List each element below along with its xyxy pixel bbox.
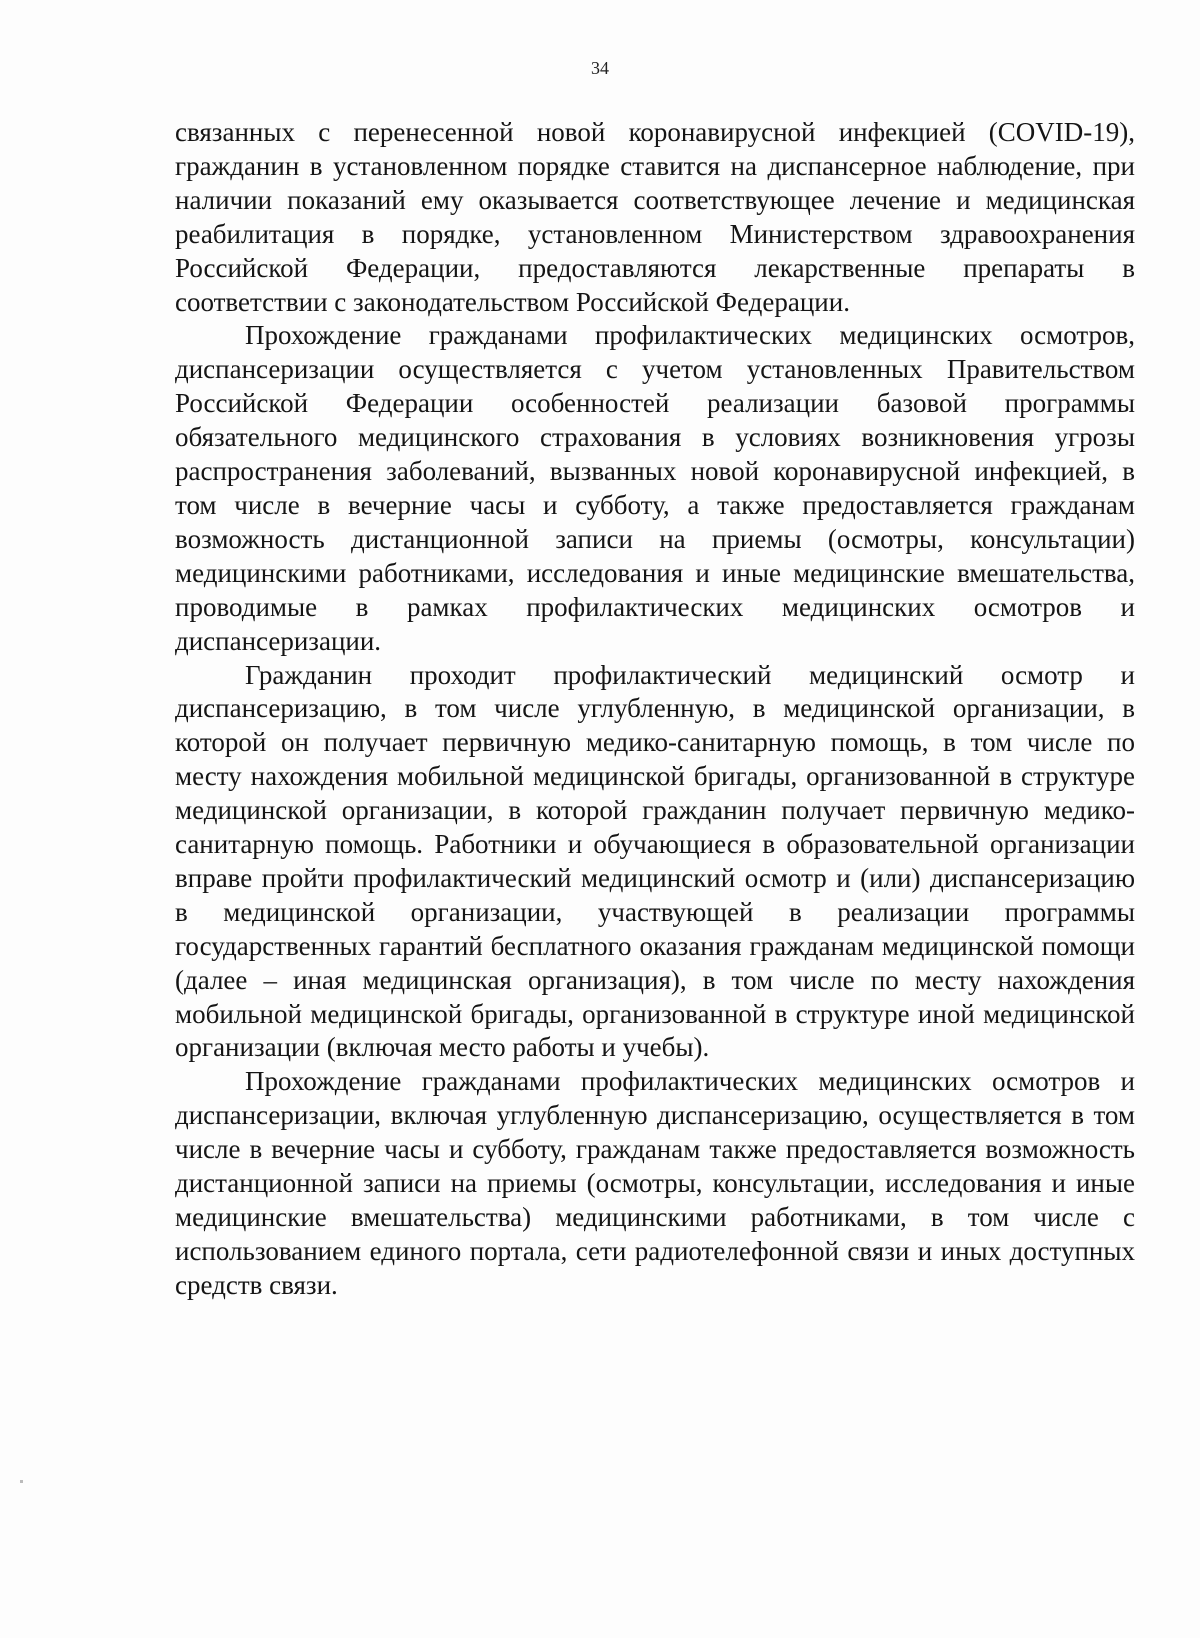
document-body bbox=[175, 116, 1135, 1303]
scan-speck bbox=[20, 1480, 23, 1483]
paragraph-preventive-examinations: Прохождение гражданами профилактических медицинских осмотров, диспансеризации осуществляется с учетом установленных Правительством Российской Федерации особенностей реализации базовой программы обязательного медицинского страхования в условиях возникновения угрозы распространения заболеваний, вызванных новой коронавирусной инфекцией, в том числе в вечерние часы и субботу, а также предоставляется гражданам возможность дистанционной записи на приемы (осмотры, консультации) медицинскими работниками, исследования и иные медицинские вмешательства, проводимые в рамках профилактических медицинских осмотров и диспансеризации. bbox=[175, 320, 1135, 656]
paragraph-evening-hours-remote-booking: Прохождение гражданами профилактических медицинских осмотров и диспансеризации, включая углубленную диспансеризацию, осуществляется в том числе в вечерние часы и субботу, гражданам также предоставляется возможность дистанционной записи на приемы (осмотры, консультации, исследования и иные медицинские вмешательства) медицинскими работниками, в том числе с использованием единого портала, сети радиотелефонной связи и иных доступных средств связи. bbox=[175, 1066, 1135, 1300]
paragraph-continuation: связанных с перенесенной новой коронавирусной инфекцией (COVID-19), гражданин в установленном порядке ставится на диспансерное наблюдение, при наличии показаний ему оказывается соответствующее лечение и медицинская реабилитация в порядке, установленном Министерством здравоохранения Российской Федерации, предоставляются лекарственные препараты в соответствии с законодательством Российской Федерации. bbox=[175, 117, 1135, 317]
paragraph-citizen-examination-place: Гражданин проходит профилактический медицинский осмотр и диспансеризацию, в том числе углубленную, в медицинской организации, в которой он получает первичную медико-санитарную помощь, в том числе по месту нахождения мобильной медицинской бригады, организованной в структуре медицинской организации, в которой гражданин получает первичную медико-санитарную помощь. Работники и обучающиеся в образовательной организации вправе пройти профилактический медицинский осмотр и (или) диспансеризацию в медицинской организации, участвующей в реализации программы государственных гарантий бесплатного оказания гражданам медицинской помощи (далее – иная медицинская организация), в том числе по месту нахождения мобильной медицинской бригады, организованной в структуре иной медицинской организации (включая место работы и учебы). bbox=[175, 659, 1135, 1063]
page-number: 34 bbox=[591, 58, 609, 78]
